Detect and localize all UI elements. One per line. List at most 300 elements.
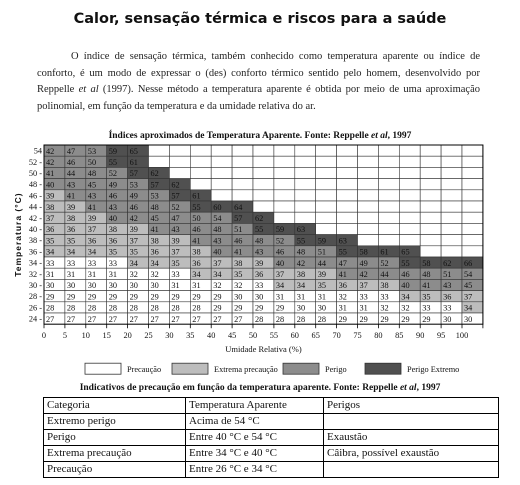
heatmap-chart: [0, 140, 520, 378]
y-tick-label: 46 -: [28, 191, 42, 201]
heatmap-cell-value: 41: [46, 169, 55, 179]
heatmap-cell: [211, 190, 232, 201]
heatmap-cell-value: 33: [422, 303, 431, 313]
heatmap-cell: [169, 145, 190, 156]
heatmap-cell-value: 43: [108, 202, 117, 212]
heatmap-cell: [274, 145, 295, 156]
heatmap-cell-value: 37: [129, 236, 138, 246]
heatmap-cell-value: 36: [255, 270, 264, 279]
heatmap-cell-value: 37: [213, 258, 222, 268]
heatmap-cell: [274, 179, 295, 190]
heatmap-cell-value: 35: [129, 247, 138, 257]
heatmap-cell-value: 37: [359, 281, 368, 291]
table-cell: Entre 40 °C e 54 °C: [186, 430, 324, 446]
heatmap-cell-value: 41: [338, 270, 347, 279]
table-title-1: Indicativos de precaução em função da temperatura aparente. Fonte: Reppelle: [79, 383, 400, 393]
heatmap-cell-value: 44: [66, 169, 76, 179]
y-tick-label: 30 -: [28, 281, 42, 290]
y-tick-label: 38 -: [28, 236, 42, 246]
table-row: [44, 462, 499, 478]
table-cell: Extrema precaução: [44, 446, 186, 462]
heatmap-cell-value: 63: [338, 236, 347, 246]
heatmap-cell-value: 39: [46, 191, 55, 201]
heatmap-cell-value: 43: [443, 281, 452, 291]
y-tick-label: 32 -: [28, 269, 42, 279]
heatmap-cell-value: 29: [213, 303, 222, 313]
heatmap-cell: [420, 179, 441, 190]
heatmap-cell-value: 27: [129, 314, 138, 324]
y-tick-label: 34 -: [28, 258, 42, 268]
table-title-2: , 1997: [416, 383, 441, 393]
heatmap-cell-value: 44: [317, 258, 326, 268]
y-tick-label: 24 -: [28, 314, 42, 324]
heatmap-cell: [274, 156, 295, 167]
heatmap-cell: [295, 201, 316, 212]
table-cell: Entre 26 °C e 34 °C: [186, 462, 324, 478]
legend-swatch: [85, 363, 121, 374]
heatmap-cell-value: 52: [108, 169, 117, 179]
heatmap-cell-value: 28: [46, 303, 55, 313]
heatmap-cell-value: 42: [296, 258, 306, 268]
heatmap-cell: [399, 201, 420, 212]
heatmap-cell-value: 31: [275, 292, 285, 302]
heatmap-cell-value: 58: [359, 247, 368, 257]
heatmap-cell: [211, 156, 232, 167]
heatmap-cell: [337, 201, 358, 212]
heatmap-cell-value: 54: [464, 270, 473, 279]
heatmap-cell-value: 41: [150, 225, 159, 235]
table-cell: Exaustão: [324, 430, 499, 446]
heatmap-cell: [253, 145, 274, 156]
table-cell: [324, 462, 499, 478]
heatmap-cell-value: 36: [66, 225, 76, 235]
heatmap-cell-value: 38: [380, 281, 389, 291]
legend-label: Perigo: [325, 365, 347, 375]
heatmap-cell: [316, 179, 337, 190]
heatmap-cell-value: 32: [213, 281, 222, 291]
heatmap-cell-value: 37: [464, 292, 473, 302]
heatmap-cell-value: 51: [234, 225, 243, 235]
x-tick-label: 85: [395, 331, 404, 341]
heatmap-cell-value: 61: [192, 191, 201, 201]
heatmap-cell-value: 37: [46, 214, 55, 223]
heatmap-cell-value: 31: [317, 292, 326, 302]
heatmap-cell-value: 43: [171, 225, 180, 235]
heatmap-cell-value: 29: [401, 314, 410, 324]
y-axis-label: Temperatura (°C): [13, 192, 23, 277]
x-tick-label: 90: [416, 331, 425, 341]
heatmap-cell-value: 40: [275, 258, 285, 268]
heatmap-cell-value: 39: [129, 225, 138, 235]
heatmap-cell-value: 46: [66, 158, 76, 167]
heatmap-cell: [295, 167, 316, 178]
heatmap-cell-value: 28: [87, 303, 97, 313]
table-cell: Precaução: [44, 462, 186, 478]
heatmap-cell-value: 45: [87, 180, 97, 190]
x-tick-label: 5: [62, 331, 67, 341]
heatmap-cell-value: 50: [192, 214, 201, 223]
heatmap-cell-value: 47: [66, 146, 76, 156]
heatmap-cell-value: 28: [129, 303, 138, 313]
heatmap-cell: [358, 156, 379, 167]
heatmap-cell-value: 35: [234, 270, 243, 279]
table-cell: Perigo: [44, 430, 186, 446]
heatmap-cell-value: 27: [234, 314, 243, 324]
x-tick-label: 100: [455, 331, 469, 341]
y-tick-label: 48 -: [28, 180, 42, 190]
heatmap-cell-value: 48: [296, 247, 306, 257]
y-tick-label: 40 -: [28, 225, 42, 234]
heatmap-cell-value: 39: [317, 270, 326, 279]
heatmap-cell-value: 41: [66, 191, 76, 201]
table-title: [0, 383, 520, 393]
heatmap-cell-value: 29: [192, 292, 201, 302]
heatmap-cell-value: 41: [192, 236, 201, 246]
legend-swatch: [283, 363, 319, 374]
heatmap-cell: [420, 156, 441, 167]
heatmap-cell-value: 35: [422, 292, 431, 302]
heatmap-cell: [399, 212, 420, 223]
heatmap-cell: [399, 235, 420, 246]
heatmap-cell-value: 42: [46, 146, 55, 156]
heatmap-cell-value: 62: [443, 258, 452, 268]
heatmap-cell: [378, 179, 399, 190]
heatmap-cell-value: 46: [108, 191, 117, 201]
heatmap-cell-value: 30: [150, 281, 159, 291]
heatmap-cell: [274, 190, 295, 201]
heatmap-cell-value: 43: [255, 247, 264, 257]
heatmap-cell-value: 30: [108, 281, 117, 291]
heatmap-cell-value: 61: [129, 158, 138, 167]
heatmap-cell-value: 30: [317, 303, 326, 313]
heatmap-cell-value: 31: [46, 270, 55, 279]
heatmap-cell: [420, 167, 441, 178]
heatmap-cell-value: 27: [87, 314, 97, 324]
heatmap-cell: [441, 235, 462, 246]
heatmap-cell: [358, 190, 379, 201]
heatmap-cell-value: 28: [275, 314, 285, 324]
x-tick-label: 35: [186, 331, 195, 341]
heatmap-cell-value: 35: [108, 247, 117, 257]
heatmap-cell-value: 40: [401, 281, 410, 291]
heatmap-cell: [337, 179, 358, 190]
heatmap-cell-value: 53: [129, 180, 138, 190]
heatmap-cell-value: 65: [401, 247, 410, 257]
heatmap-cell: [295, 190, 316, 201]
heatmap-cell-value: 29: [275, 303, 285, 313]
heatmap-title-italic: et al: [371, 131, 388, 141]
x-tick-label: 95: [436, 331, 446, 341]
heatmap-cell: [211, 167, 232, 178]
x-tick-label: 0: [41, 331, 47, 341]
heatmap-cell-value: 37: [87, 225, 97, 235]
heatmap-cell: [149, 156, 170, 167]
heatmap-cell: [462, 145, 483, 156]
heatmap-cell-value: 32: [150, 270, 159, 279]
heatmap-cell: [253, 190, 274, 201]
heatmap-title-2: , 1997: [387, 131, 412, 141]
heatmap-cell-value: 36: [443, 292, 452, 302]
heatmap-cell: [358, 223, 379, 234]
heatmap-cell-value: 37: [275, 270, 285, 279]
heatmap-cell-value: 35: [46, 236, 55, 246]
heatmap-cell-value: 59: [317, 236, 326, 246]
x-tick-label: 20: [123, 331, 132, 341]
heatmap-cell-value: 36: [87, 236, 97, 246]
heatmap-cell-value: 43: [213, 236, 222, 246]
x-tick-label: 10: [81, 331, 90, 341]
heatmap-cell-value: 40: [213, 247, 222, 257]
heatmap-cell: [274, 212, 295, 223]
heatmap-cell: [462, 190, 483, 201]
heatmap-cell: [253, 201, 274, 212]
heatmap-cell: [358, 179, 379, 190]
heatmap-cell: [441, 179, 462, 190]
heatmap-cell-value: 47: [338, 258, 347, 268]
heatmap-cell-value: 28: [108, 303, 117, 313]
legend-swatch: [365, 363, 401, 374]
heatmap-cell-value: 53: [87, 146, 97, 156]
heatmap-cell: [190, 145, 211, 156]
table-cell: Acima de 54 °C: [186, 414, 324, 430]
heatmap-cell-value: 29: [213, 292, 222, 302]
heatmap-cell: [399, 167, 420, 178]
heatmap-cell-value: 31: [171, 281, 180, 291]
heatmap-cell: [420, 235, 441, 246]
heatmap-cell-value: 44: [380, 270, 389, 279]
x-tick-label: 70: [332, 331, 341, 341]
heatmap-cell: [441, 246, 462, 257]
heatmap-cell: [462, 167, 483, 178]
heatmap-cell-value: 36: [338, 281, 347, 291]
heatmap-cell-value: 27: [46, 314, 55, 324]
heatmap-cell-value: 65: [129, 146, 138, 156]
heatmap-cell: [441, 145, 462, 156]
heatmap-cell: [232, 190, 253, 201]
heatmap-cell-value: 48: [255, 236, 264, 246]
heatmap-cell-value: 33: [87, 258, 97, 268]
legend-label: Extrema precaução: [214, 365, 278, 375]
y-tick-label: 26 -: [28, 303, 42, 313]
x-tick-label: 25: [144, 331, 153, 341]
heatmap-cell-value: 27: [171, 314, 180, 324]
heatmap-cell-value: 36: [46, 225, 55, 235]
heatmap-cell-value: 41: [422, 281, 431, 291]
heatmap-cell: [399, 190, 420, 201]
heatmap-cell-value: 38: [192, 247, 201, 257]
heatmap-cell-value: 29: [255, 303, 264, 313]
heatmap-cell: [378, 223, 399, 234]
heatmap-cell: [378, 190, 399, 201]
heatmap-cell-value: 53: [150, 191, 159, 201]
table-cell: Câibra, possível exaustão: [324, 446, 499, 462]
x-tick-label: 45: [227, 331, 237, 341]
heatmap-cell-value: 50: [87, 158, 97, 167]
heatmap-cell: [378, 167, 399, 178]
heatmap-cell-value: 38: [296, 270, 306, 279]
table-row: [44, 414, 499, 430]
heatmap-cell: [462, 179, 483, 190]
heatmap-cell-value: 28: [317, 314, 326, 324]
intro-text-italic: et al: [78, 84, 99, 95]
heatmap-cell: [462, 235, 483, 246]
heatmap-cell-value: 34: [296, 281, 306, 291]
heatmap-cell-value: 55: [338, 247, 347, 257]
intro-text-2: (1997). Nesse método a temperatura aparente é obtida por meio de uma aproximação polinomial, em função da temperatura e da umidade relativa do ar.: [37, 84, 480, 112]
heatmap-cell-value: 40: [108, 214, 117, 223]
heatmap-cell-value: 47: [171, 214, 180, 223]
heatmap-cell: [190, 167, 211, 178]
heatmap-cell: [420, 223, 441, 234]
heatmap-cell-value: 29: [66, 292, 76, 302]
heatmap-cell: [295, 179, 316, 190]
heatmap-cell-value: 28: [255, 314, 264, 324]
heatmap-cell-value: 49: [129, 191, 138, 201]
heatmap-cell-value: 32: [129, 270, 138, 279]
x-tick-label: 75: [353, 331, 362, 341]
table-cell: Entre 34 °C e 40 °C: [186, 446, 324, 462]
heatmap-cell: [295, 212, 316, 223]
heatmap-cell-value: 57: [129, 169, 138, 179]
heatmap-cell-value: 49: [108, 180, 117, 190]
table-title-italic: et al: [399, 383, 417, 393]
table-header-cell: Perigos: [324, 398, 499, 414]
heatmap-cell-value: 33: [255, 281, 264, 291]
heatmap-cell: [316, 156, 337, 167]
heatmap-cell-value: 55: [192, 202, 201, 212]
heatmap-cell: [358, 201, 379, 212]
heatmap-cell: [462, 246, 483, 257]
legend-label: Perigo Extremo: [407, 365, 460, 375]
heatmap-cell-value: 31: [192, 281, 201, 291]
heatmap-cell-value: 51: [443, 270, 452, 279]
table-header-row: [44, 398, 499, 414]
heatmap-cell-value: 52: [380, 258, 389, 268]
table-row: [44, 430, 499, 446]
heatmap-cell: [274, 167, 295, 178]
heatmap-cell-value: 54: [213, 214, 222, 223]
heatmap-cell: [337, 167, 358, 178]
x-tick-label: 40: [207, 331, 216, 341]
heatmap-cell: [358, 235, 379, 246]
heatmap-cell-value: 27: [108, 314, 117, 324]
heatmap-cell-value: 37: [171, 247, 180, 257]
heatmap-cell-value: 48: [150, 202, 159, 212]
heatmap-cell: [232, 179, 253, 190]
heatmap-cell-value: 31: [338, 303, 347, 313]
heatmap-cell-value: 39: [87, 214, 97, 223]
heatmap-cell-value: 32: [234, 281, 243, 291]
heatmap-cell-value: 29: [359, 314, 368, 324]
heatmap-cell-value: 63: [296, 225, 306, 235]
heatmap-cell-value: 55: [108, 158, 117, 167]
y-tick-label: 28 -: [28, 292, 42, 302]
heatmap-cell: [420, 145, 441, 156]
heatmap-cell-value: 31: [359, 303, 368, 313]
heatmap-cell-value: 34: [213, 270, 222, 279]
heatmap-cell-value: 58: [422, 258, 431, 268]
table-header-cell: Temperatura Aparente: [186, 398, 324, 414]
legend-swatch: [172, 363, 208, 374]
heatmap-cell-value: 30: [464, 314, 473, 324]
heatmap-cell-value: 42: [129, 214, 138, 223]
heatmap-cell: [316, 190, 337, 201]
heatmap-cell-value: 57: [150, 180, 159, 190]
y-tick-label: 44 -: [28, 202, 42, 212]
heatmap-cell: [337, 190, 358, 201]
heatmap-cell-value: 29: [46, 292, 55, 302]
heatmap-cell: [378, 156, 399, 167]
heatmap-cell: [316, 223, 337, 234]
heatmap-cell-value: 29: [87, 292, 97, 302]
heatmap-cell-value: 28: [171, 303, 180, 313]
heatmap-cell: [337, 156, 358, 167]
intro-text-1: O índice de sensação térmica, também conhecido como temperatura aparente ou índice de conforto, é um modo de expressar o (des) conforto térmico sentido pelo homem, desenvolvido por Reppelle: [37, 51, 480, 95]
heatmap-cell: [211, 145, 232, 156]
heatmap-cell-value: 34: [192, 270, 201, 279]
heatmap-cell: [441, 167, 462, 178]
heatmap-cell: [169, 156, 190, 167]
y-tick-label: 36 -: [28, 247, 42, 257]
heatmap-cell-value: 38: [66, 214, 76, 223]
heatmap-cell: [190, 179, 211, 190]
heatmap-cell-value: 45: [150, 214, 159, 223]
heatmap-cell-value: 41: [234, 247, 243, 257]
heatmap-cell-value: 38: [46, 202, 55, 212]
heatmap-cell: [441, 212, 462, 223]
legend-label: Precaução: [127, 365, 162, 375]
heatmap-cell-value: 38: [234, 258, 243, 268]
heatmap-cell-value: 27: [150, 314, 159, 324]
heatmap-cell-value: 55: [296, 236, 306, 246]
heatmap-cell-value: 46: [234, 236, 243, 246]
heatmap-cell-value: 30: [255, 292, 264, 302]
heatmap-cell-value: 39: [255, 258, 264, 268]
heatmap-cell-value: 46: [192, 225, 201, 235]
heatmap-cell: [149, 145, 170, 156]
heatmap-cell-value: 34: [150, 258, 159, 268]
heatmap-cell-value: 43: [66, 180, 76, 190]
heatmap-cell-value: 55: [255, 225, 264, 235]
heatmap-cell-value: 29: [338, 314, 347, 324]
x-tick-label: 55: [269, 331, 279, 341]
table-header-cell: Categoria: [44, 398, 186, 414]
heatmap-cell-value: 31: [87, 270, 97, 279]
heatmap-cell-value: 34: [129, 258, 138, 268]
heatmap-cell-value: 59: [275, 225, 285, 235]
heatmap-cell-value: 66: [464, 258, 473, 268]
heatmap-cell-value: 36: [108, 236, 117, 246]
heatmap-cell-value: 29: [108, 292, 117, 302]
heatmap-cell-value: 42: [46, 158, 55, 167]
heatmap-cell: [358, 167, 379, 178]
heatmap-cell: [232, 167, 253, 178]
heatmap-cell-value: 32: [401, 303, 410, 313]
heatmap-cell-value: 55: [401, 258, 410, 268]
heatmap-cell-value: 29: [234, 303, 243, 313]
x-axis-label: Umidade Relativa (%): [225, 344, 302, 355]
heatmap-cell-value: 57: [234, 214, 243, 223]
heatmap-cell: [190, 156, 211, 167]
table-cell: [324, 414, 499, 430]
heatmap-cell-value: 35: [66, 236, 76, 246]
x-tick-label: 80: [374, 331, 383, 341]
heatmap-cell-value: 62: [171, 180, 180, 190]
heatmap-cell-value: 38: [150, 236, 159, 246]
heatmap-cell-value: 28: [66, 303, 76, 313]
heatmap-cell: [274, 201, 295, 212]
heatmap-cell-value: 39: [66, 202, 76, 212]
